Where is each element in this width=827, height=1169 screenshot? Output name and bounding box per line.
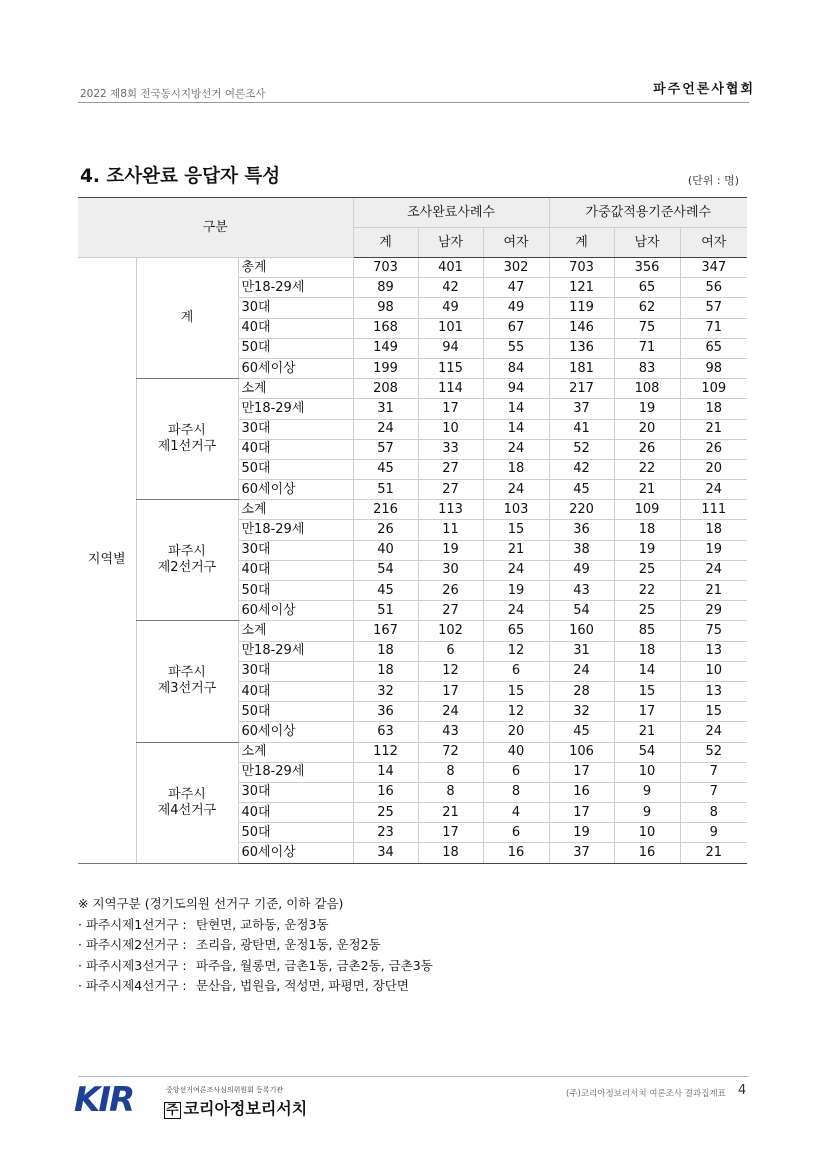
- value-cell: 4: [483, 803, 549, 823]
- row-label: 30대: [238, 298, 353, 318]
- row-label: 60세이상: [238, 358, 353, 378]
- row-label: 50대: [238, 702, 353, 722]
- value-cell: 41: [549, 419, 614, 439]
- group-label: 파주시 제4선거구: [136, 742, 238, 863]
- value-cell: 43: [549, 581, 614, 601]
- sub-header: 계: [549, 228, 614, 258]
- value-cell: 47: [483, 278, 549, 298]
- value-cell: 21: [680, 419, 747, 439]
- value-cell: 54: [353, 560, 418, 580]
- value-cell: 17: [418, 823, 483, 843]
- value-cell: 36: [353, 702, 418, 722]
- value-cell: 49: [418, 298, 483, 318]
- header-divider: [78, 102, 749, 103]
- value-cell: 208: [353, 379, 418, 399]
- value-cell: 17: [549, 803, 614, 823]
- value-cell: 17: [418, 681, 483, 701]
- value-cell: 17: [614, 702, 680, 722]
- value-cell: 65: [614, 278, 680, 298]
- row-label: 소계: [238, 500, 353, 520]
- note-text: 탄현면, 교하동, 운정3동: [196, 916, 329, 932]
- respondent-table: [78, 197, 747, 864]
- value-cell: 217: [549, 379, 614, 399]
- group-label: 파주시 제3선거구: [136, 621, 238, 742]
- header-left-text: 2022 제8회 전국동시지방선거 여론조사: [80, 88, 266, 100]
- table-row: [78, 379, 747, 399]
- row-label: 30대: [238, 540, 353, 560]
- value-cell: 21: [614, 722, 680, 742]
- value-cell: 121: [549, 278, 614, 298]
- note-label: · 파주시제3선거구 :: [78, 957, 187, 973]
- sub-header: 남자: [418, 228, 483, 258]
- value-cell: 31: [549, 641, 614, 661]
- value-cell: 8: [418, 762, 483, 782]
- sub-header: 여자: [680, 228, 747, 258]
- row-label: 만18-29세: [238, 762, 353, 782]
- sub-header: 계: [353, 228, 418, 258]
- value-cell: 22: [614, 459, 680, 479]
- value-cell: 57: [353, 439, 418, 459]
- value-cell: 28: [549, 681, 614, 701]
- value-cell: 83: [614, 358, 680, 378]
- value-cell: 703: [353, 258, 418, 278]
- note-text: 파주읍, 월롱면, 금촌1동, 금촌2동, 금촌3동: [196, 957, 433, 973]
- value-cell: 12: [483, 702, 549, 722]
- value-cell: 21: [680, 581, 747, 601]
- value-cell: 65: [483, 621, 549, 641]
- value-cell: 71: [614, 338, 680, 358]
- value-cell: 106: [549, 742, 614, 762]
- value-cell: 7: [680, 762, 747, 782]
- row-label: 40대: [238, 803, 353, 823]
- value-cell: 199: [353, 358, 418, 378]
- note-label: · 파주시제4선거구 :: [78, 978, 187, 993]
- value-cell: 98: [680, 358, 747, 378]
- completed-cases-header: 조사완료사례수: [353, 198, 549, 228]
- value-cell: 21: [418, 803, 483, 823]
- value-cell: 17: [418, 399, 483, 419]
- company-name: [164, 1096, 307, 1119]
- value-cell: 168: [353, 318, 418, 338]
- value-cell: 52: [680, 742, 747, 762]
- category-header: 구분: [78, 198, 353, 258]
- value-cell: 19: [483, 581, 549, 601]
- value-cell: 347: [680, 258, 747, 278]
- value-cell: 54: [549, 601, 614, 621]
- note-text: 문산읍, 법원읍, 적성면, 파평면, 장단면: [196, 978, 409, 993]
- value-cell: 703: [549, 258, 614, 278]
- value-cell: 15: [483, 681, 549, 701]
- page-number: 4: [738, 1083, 747, 1098]
- value-cell: 24: [680, 560, 747, 580]
- row-label: 40대: [238, 318, 353, 338]
- note-item: [78, 915, 433, 936]
- row-label: 40대: [238, 681, 353, 701]
- kir-logo: KIR: [74, 1080, 134, 1120]
- value-cell: 109: [614, 500, 680, 520]
- value-cell: 18: [614, 641, 680, 661]
- value-cell: 9: [614, 782, 680, 802]
- value-cell: 8: [418, 782, 483, 802]
- value-cell: 12: [418, 661, 483, 681]
- value-cell: 25: [353, 803, 418, 823]
- value-cell: 17: [549, 762, 614, 782]
- value-cell: 51: [353, 601, 418, 621]
- value-cell: 63: [353, 722, 418, 742]
- value-cell: 167: [353, 621, 418, 641]
- value-cell: 19: [549, 823, 614, 843]
- value-cell: 6: [483, 762, 549, 782]
- value-cell: 42: [549, 459, 614, 479]
- note-text: 조리읍, 광탄면, 운정1동, 운정2동: [196, 937, 381, 952]
- table-row: [78, 742, 747, 762]
- value-cell: 10: [614, 762, 680, 782]
- value-cell: 8: [483, 782, 549, 802]
- value-cell: 18: [353, 661, 418, 681]
- value-cell: 149: [353, 338, 418, 358]
- table-header: [78, 198, 747, 258]
- value-cell: 12: [483, 641, 549, 661]
- value-cell: 111: [680, 500, 747, 520]
- group-label: 파주시 제1선거구: [136, 379, 238, 500]
- row-label: 소계: [238, 742, 353, 762]
- value-cell: 6: [483, 823, 549, 843]
- value-cell: 24: [483, 560, 549, 580]
- value-cell: 15: [614, 681, 680, 701]
- value-cell: 18: [353, 641, 418, 661]
- value-cell: 10: [418, 419, 483, 439]
- value-cell: 20: [614, 419, 680, 439]
- value-cell: 112: [353, 742, 418, 762]
- row-label: 40대: [238, 439, 353, 459]
- row-label: 소계: [238, 621, 353, 641]
- value-cell: 54: [614, 742, 680, 762]
- table-body: [78, 258, 747, 864]
- value-cell: 29: [680, 601, 747, 621]
- row-label: 만18-29세: [238, 278, 353, 298]
- value-cell: 9: [680, 823, 747, 843]
- value-cell: 18: [418, 843, 483, 863]
- value-cell: 52: [549, 439, 614, 459]
- value-cell: 72: [418, 742, 483, 762]
- header-right-text: 파주언론사협회: [653, 82, 755, 97]
- value-cell: 27: [418, 480, 483, 500]
- value-cell: 26: [418, 581, 483, 601]
- note-item: [78, 976, 433, 997]
- row-label: 50대: [238, 459, 353, 479]
- row-label: 40대: [238, 560, 353, 580]
- note-label: · 파주시제1선거구 :: [78, 916, 187, 932]
- value-cell: 18: [680, 520, 747, 540]
- value-cell: 84: [483, 358, 549, 378]
- value-cell: 21: [680, 843, 747, 863]
- company-name-text: 코리아정보리서치: [183, 1099, 308, 1118]
- value-cell: 30: [418, 560, 483, 580]
- value-cell: 101: [418, 318, 483, 338]
- section-title: 4. 조사완료 응답자 특성: [80, 166, 281, 187]
- table-row: [78, 258, 747, 278]
- row-label: 30대: [238, 661, 353, 681]
- value-cell: 33: [418, 439, 483, 459]
- value-cell: 302: [483, 258, 549, 278]
- value-cell: 20: [680, 459, 747, 479]
- value-cell: 94: [418, 338, 483, 358]
- value-cell: 71: [680, 318, 747, 338]
- value-cell: 24: [549, 661, 614, 681]
- value-cell: 45: [549, 480, 614, 500]
- group-label: 파주시 제2선거구: [136, 500, 238, 621]
- unit-label: (단위 : 명): [687, 174, 739, 187]
- value-cell: 26: [614, 439, 680, 459]
- value-cell: 16: [353, 782, 418, 802]
- row-label: 50대: [238, 581, 353, 601]
- value-cell: 65: [680, 338, 747, 358]
- value-cell: 34: [353, 843, 418, 863]
- row-label: 60세이상: [238, 480, 353, 500]
- value-cell: 24: [418, 702, 483, 722]
- value-cell: 24: [680, 722, 747, 742]
- value-cell: 11: [418, 520, 483, 540]
- value-cell: 7: [680, 782, 747, 802]
- value-cell: 18: [483, 459, 549, 479]
- value-cell: 108: [614, 379, 680, 399]
- value-cell: 23: [353, 823, 418, 843]
- value-cell: 14: [483, 399, 549, 419]
- value-cell: 25: [614, 560, 680, 580]
- value-cell: 75: [680, 621, 747, 641]
- value-cell: 21: [483, 540, 549, 560]
- row-label: 총계: [238, 258, 353, 278]
- group-label: 계: [136, 258, 238, 379]
- value-cell: 36: [549, 520, 614, 540]
- value-cell: 26: [680, 439, 747, 459]
- value-cell: 62: [614, 298, 680, 318]
- value-cell: 19: [614, 540, 680, 560]
- value-cell: 27: [418, 601, 483, 621]
- value-cell: 401: [418, 258, 483, 278]
- value-cell: 356: [614, 258, 680, 278]
- value-cell: 51: [353, 480, 418, 500]
- value-cell: 14: [353, 762, 418, 782]
- value-cell: 16: [483, 843, 549, 863]
- row-label: 50대: [238, 338, 353, 358]
- value-cell: 24: [483, 480, 549, 500]
- footer-right-text: (주)코리아정보리서치 여론조사 결과집계표: [566, 1089, 726, 1099]
- value-cell: 89: [353, 278, 418, 298]
- row-label: 만18-29세: [238, 520, 353, 540]
- value-cell: 32: [353, 681, 418, 701]
- row-label: 50대: [238, 823, 353, 843]
- value-cell: 31: [353, 399, 418, 419]
- row-label: 만18-29세: [238, 399, 353, 419]
- note-item: [78, 956, 433, 977]
- value-cell: 49: [549, 560, 614, 580]
- value-cell: 15: [483, 520, 549, 540]
- value-cell: 67: [483, 318, 549, 338]
- value-cell: 146: [549, 318, 614, 338]
- value-cell: 6: [418, 641, 483, 661]
- value-cell: 45: [549, 722, 614, 742]
- value-cell: 103: [483, 500, 549, 520]
- value-cell: 45: [353, 581, 418, 601]
- value-cell: 13: [680, 681, 747, 701]
- value-cell: 10: [614, 823, 680, 843]
- note-item: [78, 935, 433, 956]
- notes-section: [78, 894, 433, 997]
- table-row: [78, 500, 747, 520]
- value-cell: 37: [549, 399, 614, 419]
- value-cell: 25: [614, 601, 680, 621]
- value-cell: 40: [353, 540, 418, 560]
- value-cell: 15: [680, 702, 747, 722]
- value-cell: 136: [549, 338, 614, 358]
- value-cell: 94: [483, 379, 549, 399]
- value-cell: 14: [483, 419, 549, 439]
- value-cell: 220: [549, 500, 614, 520]
- value-cell: 216: [353, 500, 418, 520]
- company-mark: 주: [166, 1103, 179, 1118]
- value-cell: 16: [614, 843, 680, 863]
- value-cell: 24: [483, 439, 549, 459]
- value-cell: 55: [483, 338, 549, 358]
- value-cell: 24: [483, 601, 549, 621]
- value-cell: 119: [549, 298, 614, 318]
- value-cell: 57: [680, 298, 747, 318]
- value-cell: 13: [680, 641, 747, 661]
- row-label: 60세이상: [238, 722, 353, 742]
- row-label: 30대: [238, 782, 353, 802]
- value-cell: 40: [483, 742, 549, 762]
- value-cell: 160: [549, 621, 614, 641]
- note-label: · 파주시제2선거구 :: [78, 937, 187, 952]
- value-cell: 114: [418, 379, 483, 399]
- value-cell: 18: [614, 520, 680, 540]
- sub-header: 남자: [614, 228, 680, 258]
- value-cell: 19: [680, 540, 747, 560]
- value-cell: 37: [549, 843, 614, 863]
- footer-divider: [78, 1076, 749, 1077]
- value-cell: 27: [418, 459, 483, 479]
- value-cell: 21: [614, 480, 680, 500]
- value-cell: 24: [680, 480, 747, 500]
- value-cell: 113: [418, 500, 483, 520]
- weighted-cases-header: 가중값적용기준사례수: [549, 198, 747, 228]
- value-cell: 20: [483, 722, 549, 742]
- value-cell: 75: [614, 318, 680, 338]
- value-cell: 19: [418, 540, 483, 560]
- value-cell: 98: [353, 298, 418, 318]
- value-cell: 24: [353, 419, 418, 439]
- sub-header: 여자: [483, 228, 549, 258]
- value-cell: 85: [614, 621, 680, 641]
- logo-subtitle: 중앙선거여론조사심의위원회 등록기관: [166, 1086, 284, 1094]
- row-label: 60세이상: [238, 843, 353, 863]
- row-label: 60세이상: [238, 601, 353, 621]
- value-cell: 26: [353, 520, 418, 540]
- table-row: [78, 621, 747, 641]
- value-cell: 109: [680, 379, 747, 399]
- value-cell: 49: [483, 298, 549, 318]
- value-cell: 42: [418, 278, 483, 298]
- value-cell: 9: [614, 803, 680, 823]
- value-cell: 6: [483, 661, 549, 681]
- row-label: 30대: [238, 419, 353, 439]
- region-label: 지역별: [78, 258, 136, 864]
- value-cell: 10: [680, 661, 747, 681]
- row-label: 만18-29세: [238, 641, 353, 661]
- value-cell: 19: [614, 399, 680, 419]
- value-cell: 8: [680, 803, 747, 823]
- value-cell: 181: [549, 358, 614, 378]
- value-cell: 45: [353, 459, 418, 479]
- value-cell: 102: [418, 621, 483, 641]
- value-cell: 16: [549, 782, 614, 802]
- row-label: 소계: [238, 379, 353, 399]
- value-cell: 14: [614, 661, 680, 681]
- value-cell: 18: [680, 399, 747, 419]
- value-cell: 32: [549, 702, 614, 722]
- notes-title: ※ 지역구분 (경기도의원 선거구 기준, 이하 같음): [78, 896, 344, 911]
- value-cell: 115: [418, 358, 483, 378]
- value-cell: 43: [418, 722, 483, 742]
- value-cell: 22: [614, 581, 680, 601]
- value-cell: 38: [549, 540, 614, 560]
- value-cell: 56: [680, 278, 747, 298]
